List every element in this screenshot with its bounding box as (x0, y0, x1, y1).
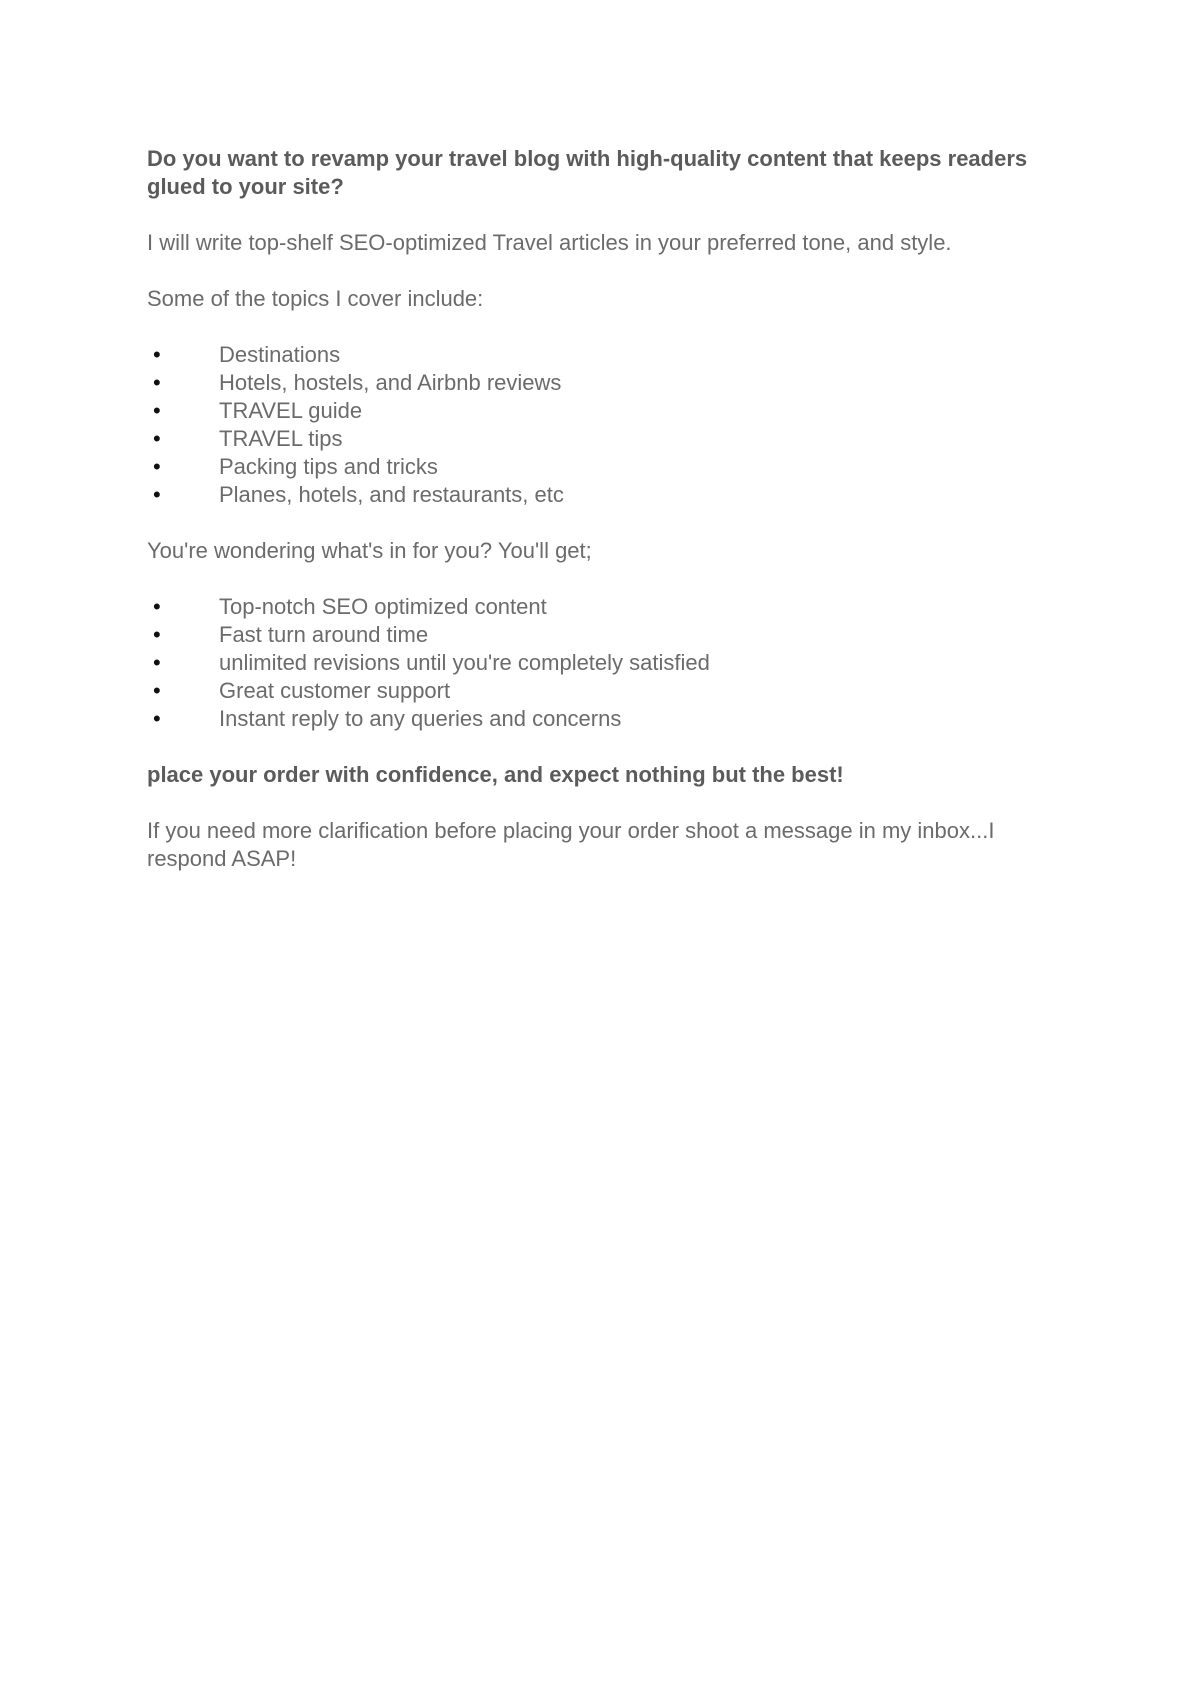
list-item-text: TRAVEL tips (219, 426, 343, 451)
bullet-icon: • (153, 426, 161, 451)
list-item-text: TRAVEL guide (219, 398, 363, 423)
bullet-icon: • (153, 678, 161, 703)
spacer (147, 313, 1047, 341)
list-item (147, 705, 1047, 733)
list-item-text: Destinations (219, 342, 341, 367)
list-item (147, 593, 1047, 621)
list-item-text: Fast turn around time (219, 622, 429, 647)
spacer (147, 201, 1047, 229)
bullet-icon: • (153, 398, 161, 423)
spacer (147, 565, 1047, 593)
list-item-text: Planes, hotels, and restaurants, etc (219, 482, 564, 507)
list-item (147, 481, 1047, 509)
bullet-icon: • (153, 482, 161, 507)
list-item-text: Hotels, hostels, and Airbnb reviews (219, 370, 562, 395)
list-item-text: Packing tips and tricks (219, 454, 438, 479)
list-item-text: Great customer support (219, 678, 451, 703)
benefits-lead: You're wondering what's in for you? You'll get; (147, 538, 592, 563)
list-item (147, 425, 1047, 453)
list-item (147, 369, 1047, 397)
bullet-icon: • (153, 342, 161, 367)
bullet-icon: • (153, 706, 161, 731)
bullet-icon: • (153, 370, 161, 395)
topics-lead: Some of the topics I cover include: (147, 286, 484, 311)
list-item-text: Instant reply to any queries and concerns (219, 706, 622, 731)
list-item (147, 649, 1047, 677)
bullet-icon: • (153, 622, 161, 647)
spacer (147, 733, 1047, 761)
spacer (147, 509, 1047, 537)
spacer (147, 789, 1047, 817)
bullet-icon: • (153, 454, 161, 479)
list-item-text: unlimited revisions until you're completely satisfied (219, 650, 710, 675)
list-item (147, 453, 1047, 481)
list-item (147, 621, 1047, 649)
list-item (147, 677, 1047, 705)
document-body (147, 145, 1047, 873)
closing-paragraph: If you need more clarification before placing your order shoot a message in my inbox...I respond ASAP! (147, 818, 995, 871)
headline: Do you want to revamp your travel blog with high-quality content that keeps readers glued to your site? (147, 146, 1028, 199)
list-item (147, 397, 1047, 425)
bullet-icon: • (153, 594, 161, 619)
call-to-action: place your order with confidence, and expect nothing but the best! (147, 762, 844, 787)
list-item-text: Top-notch SEO optimized content (219, 594, 547, 619)
intro-paragraph: I will write top-shelf SEO-optimized Travel articles in your preferred tone, and style. (147, 230, 952, 255)
benefits-list (147, 593, 1047, 733)
bullet-icon: • (153, 650, 161, 675)
list-item (147, 341, 1047, 369)
spacer (147, 257, 1047, 285)
topics-list (147, 341, 1047, 509)
